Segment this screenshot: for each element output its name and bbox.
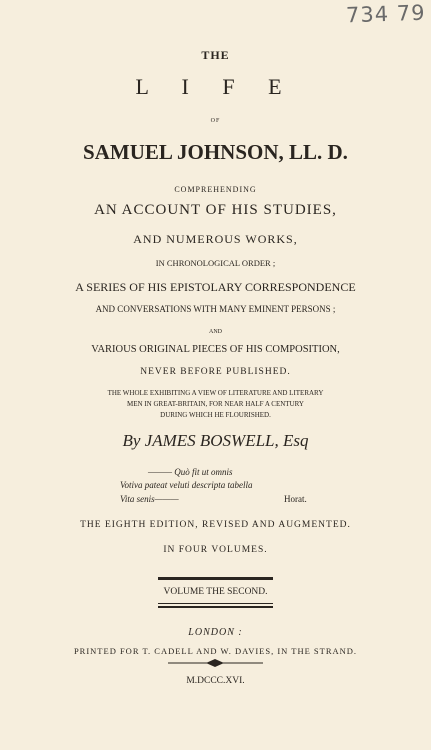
edition-line: THE EIGHTH EDITION, REVISED AND AUGMENTED.	[80, 520, 351, 530]
ornament-rule	[168, 658, 263, 668]
desc-pieces: VARIOUS ORIGINAL PIECES OF HIS COMPOSITION,	[91, 344, 340, 355]
desc-whole-2: MEN IN GREAT-BRITAIN, FOR NEAR HALF A CENTURY	[127, 400, 304, 408]
desc-studies: AN ACCOUNT OF HIS STUDIES,	[94, 202, 337, 218]
title-subject: SAMUEL JOHNSON, LL. D.	[83, 140, 348, 164]
desc-whole-3: DURING WHICH HE FLOURISHED.	[160, 411, 271, 419]
motto-line-2: Votiva pateat veluti descripta tabella	[120, 480, 253, 490]
desc-and: AND	[209, 329, 222, 335]
motto-line-3-left: Vita senis———	[120, 494, 179, 504]
desc-correspondence: A SERIES OF HIS EPISTOLARY CORRESPONDENCE	[75, 280, 356, 294]
desc-comprehending: COMPREHENDING	[174, 185, 257, 194]
rule-below-volume	[158, 603, 273, 608]
desc-order: IN CHRONOLOGICAL ORDER ;	[155, 258, 276, 268]
imprint-year: M.DCCC.XVI.	[186, 676, 245, 686]
handwritten-note: 734 79	[345, 0, 426, 28]
desc-conversations: AND CONVERSATIONS WITH MANY EMINENT PERSONS ;	[95, 304, 336, 314]
title-the: THE	[201, 48, 230, 62]
title-of: OF	[210, 118, 221, 124]
imprint-place: LONDON :	[188, 627, 243, 638]
title-life: L I F E	[135, 74, 296, 99]
motto-line-1: ——— Quò fit ut omnis	[148, 467, 233, 477]
desc-works: AND NUMEROUS WORKS,	[133, 232, 298, 246]
rule-above-volume	[158, 575, 273, 580]
author-line: By JAMES BOSWELL, Esq	[122, 431, 309, 450]
motto-line-3-right: Horat.	[284, 494, 307, 504]
imprint-printer: PRINTED FOR T. CADELL AND W. DAVIES, IN THE STRAND.	[73, 646, 358, 656]
desc-whole-1: THE WHOLE EXHIBITING A VIEW OF LITERATURE AND LITERARY	[107, 389, 324, 397]
desc-never: NEVER BEFORE PUBLISHED.	[140, 367, 291, 377]
volume-line: VOLUME THE SECOND.	[163, 587, 268, 597]
volumes-line: IN FOUR VOLUMES.	[163, 545, 268, 555]
